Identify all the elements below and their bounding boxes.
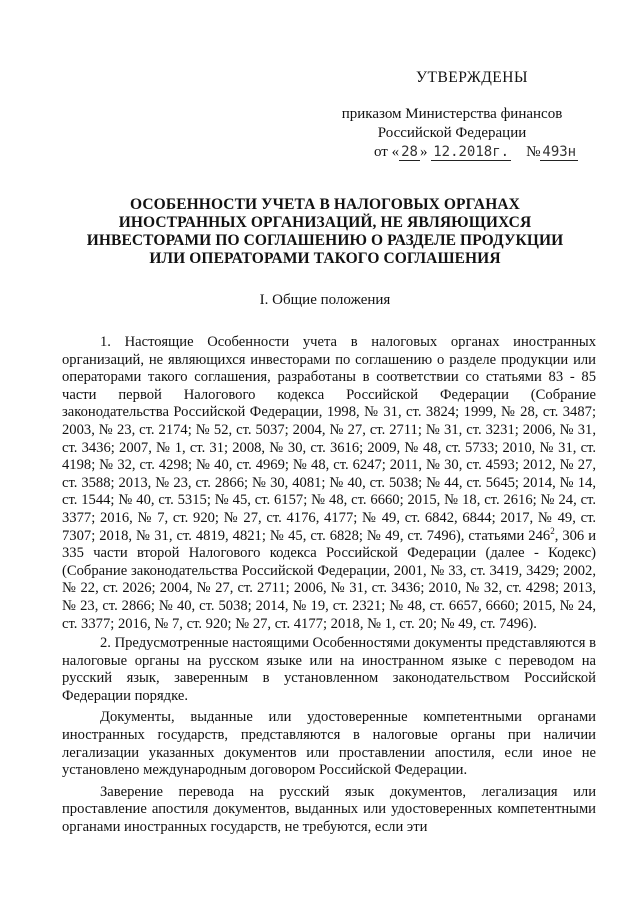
paragraph-4: Заверение перевода на русский язык документов, легализация или проставление апостиля документов, выданных или удостоверенных компетентными органами иностранных государств, не требуются, если эти: [62, 783, 596, 836]
section-heading: I. Общие положения: [259, 292, 391, 308]
paragraph-2: 2. Предусмотренные настоящими Особенностями документы представляются в налоговые органы на русском языке или на иностранном языке с переводом на русский язык, заверенным в установленном законодательством Российской Федерации порядке.: [62, 635, 597, 704]
paragraph-1-text-cont: , 306 и 335 части второй Налогового кодекса Российской Федерации (далее - Кодекс) (Собрание законодательства Российской Федерации, 2001, № 33, ст. 3419, 3429; 2002, № 22, ст. 2026; 2004, № 27, ст. 2711; 2006, № 31, ст. 3436; 2010, № 32, ст. 4298; 2013, № 23, ст. 2866; № 40, ст. 5038; 2014, № 19, ст. 2321; № 48, ст. 6657, 6660; 2015, № 24, ст. 3377; 2016, № 7, ст. 920; № 27, ст. 4177; 2018, № 1, ст. 20; № 49, ст. 7496).: [62, 527, 597, 632]
title-line: ИНВЕСТОРАМИ ПО СОГЛАШЕНИЮ О РАЗДЕЛЕ ПРОДУКЦИИ: [86, 232, 564, 249]
paragraph-1-text: 1. Настоящие Особенности учета в налоговых органах иностранных организаций, не являющихся инвесторами по соглашению о разделе продукции или операторами такого соглашения, разработаны в соответствии со статьями 83 - 85 части первой Налогового кодекса Российской Федерации (Собрание законодательства Российской Федерации, 1998, № 31, ст. 3824; 1999, № 28, ст. 3487; 2003, № 23, ст. 2174; № 52, ст. 5037; 2004, № 27, ст. 2711; № 31, ст. 3231; 2006, № 31, ст. 3436; 2007, № 1, ст. 31; 2008, № 30, ст. 3616; 2009, № 48, ст. 5733; 2010, № 31, ст. 4198; № 32, ст. 4298; № 40, ст. 4969; № 48, ст. 6247; 2011, № 30, ст. 4593; 2012, № 27, ст. 3588; 2013, № 23, ст. 2866; № 30, 4081; № 40, ст. 5038; № 44, ст. 5645; 2014, № 14, ст. 1544; № 40, ст. 5315; № 45, ст. 6157; № 48, ст. 6660; 2015, № 18, ст. 2616; № 24, ст. 3377; 2016, № 7, ст. 920; № 27, ст. 4176, 4177; № 49, ст. 6842, 6844; 2017, № 49, ст. 7307; 2018, № 31, ст. 4819, 4821; № 45, ст. 6828; № 49, ст. 7496), статьями 246: [62, 334, 596, 544]
article-superscript: 2: [550, 525, 555, 536]
order-number: 493н: [542, 144, 577, 160]
approval-block: [322, 68, 582, 162]
title-line: ИНОСТРАННЫХ ОРГАНИЗАЦИЙ, НЕ ЯВЛЯЮЩИХСЯ: [118, 214, 532, 231]
order-issuer-line1: приказом Министерства финансов: [341, 106, 563, 122]
paragraph-1: [62, 334, 596, 633]
order-date-number: [322, 143, 582, 162]
order-issuer-line2: Российской Федерации: [377, 125, 527, 141]
title-line: ОСОБЕННОСТИ УЧЕТА В НАЛОГОВЫХ ОРГАНАХ: [130, 196, 520, 213]
document-title: [60, 196, 590, 268]
date-sep: »: [419, 144, 432, 160]
approved-heading: УТВЕРЖДЕНЫ: [416, 69, 528, 86]
date-prefix: от «: [374, 144, 400, 160]
date-month-year: 12.2018г.: [433, 144, 510, 160]
paragraph-3: Документы, выданные или удостоверенные компетентными органами иностранных государств, представляются в налоговые органы при наличии легализации указанных документов или проставлении апостиля, если иное не установлено международным договором Российской Федерации.: [62, 709, 596, 779]
document-body: [62, 334, 596, 839]
title-line: ИЛИ ОПЕРАТОРАМИ ТАКОГО СОГЛАШЕНИЯ: [149, 250, 501, 267]
date-day: 28: [401, 144, 418, 160]
number-prefix: №: [526, 144, 541, 160]
